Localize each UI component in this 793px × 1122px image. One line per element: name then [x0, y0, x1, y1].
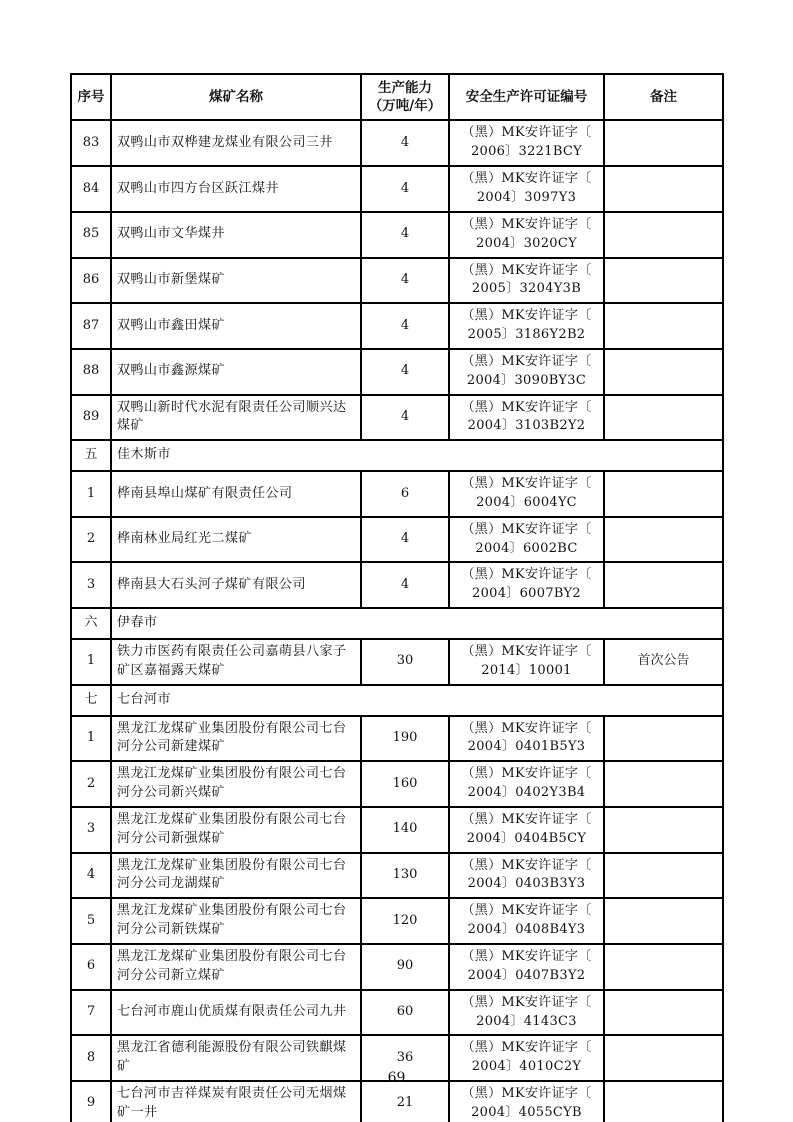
cell-remark	[604, 258, 723, 304]
license-line1: （黑）MK安许证字〔	[461, 521, 592, 537]
cell-remark	[604, 120, 723, 166]
license-line2: 2004〕3097Y3	[476, 189, 577, 205]
cell-serial: 9	[71, 1081, 111, 1122]
coal-mine-table	[70, 73, 724, 1122]
license-line2: 2005〕3186Y2B2	[467, 327, 586, 343]
cell-license	[449, 517, 604, 563]
license-line1: （黑）MK安许证字〔	[461, 903, 592, 919]
cell-license	[449, 807, 604, 853]
cell-license	[449, 212, 604, 258]
cell-capacity: 4	[361, 303, 449, 349]
table-row	[71, 349, 723, 395]
license-line2: 2004〕4143C3	[476, 1013, 577, 1029]
page-number: 69	[387, 1070, 406, 1086]
cell-serial: 89	[71, 395, 111, 441]
table-row	[71, 258, 723, 304]
cell-capacity: 190	[361, 716, 449, 762]
table-row	[71, 303, 723, 349]
cell-section-index: 五	[71, 440, 111, 471]
cell-license	[449, 639, 604, 685]
cell-capacity: 21	[361, 1081, 449, 1122]
cell-remark: 首次公告	[604, 639, 723, 685]
cell-capacity: 90	[361, 944, 449, 990]
table-row	[71, 853, 723, 899]
cell-license	[449, 562, 604, 608]
cell-mine-name: 桦南县大石头河子煤矿有限公司	[111, 562, 361, 608]
cell-mine-name: 双鸭山新时代水泥有限责任公司顺兴达煤矿	[111, 395, 361, 441]
license-line2: 2004〕3103B2Y2	[467, 418, 586, 434]
cell-serial: 83	[71, 120, 111, 166]
column-header-mine-name: 煤矿名称	[111, 74, 361, 120]
cell-license	[449, 944, 604, 990]
license-line1: （黑）MK安许证字〔	[461, 811, 592, 827]
license-line2: 2004〕6002BC	[475, 540, 578, 556]
section-row	[71, 685, 723, 716]
table-row	[71, 395, 723, 441]
license-line1: （黑）MK安许证字〔	[461, 353, 592, 369]
table-row	[71, 716, 723, 762]
table-row	[71, 807, 723, 853]
cell-remark	[604, 853, 723, 899]
cell-mine-name: 黑龙江省德利能源股份有限公司铁麒煤矿	[111, 1035, 361, 1081]
cell-serial: 7	[71, 990, 111, 1036]
cell-license	[449, 349, 604, 395]
cell-capacity: 130	[361, 853, 449, 899]
cell-capacity: 60	[361, 990, 449, 1036]
cell-capacity: 140	[361, 807, 449, 853]
table-row	[71, 944, 723, 990]
cell-mine-name: 黑龙江龙煤矿业集团股份有限公司七台河分公司龙湖煤矿	[111, 853, 361, 899]
cell-serial: 2	[71, 761, 111, 807]
cell-capacity: 4	[361, 395, 449, 441]
table-row	[71, 990, 723, 1036]
cell-mine-name: 黑龙江龙煤矿业集团股份有限公司七台河分公司新建煤矿	[111, 716, 361, 762]
cell-serial: 3	[71, 562, 111, 608]
cell-serial: 1	[71, 639, 111, 685]
cell-section-name: 佳木斯市	[111, 440, 723, 471]
cell-mine-name: 双鸭山市新堡煤矿	[111, 258, 361, 304]
license-line1: （黑）MK安许证字〔	[461, 308, 592, 324]
cell-capacity: 4	[361, 166, 449, 212]
cell-capacity: 36	[361, 1035, 449, 1081]
cell-license	[449, 395, 604, 441]
table-row	[71, 1081, 723, 1122]
cell-serial: 1	[71, 471, 111, 517]
cell-remark	[604, 303, 723, 349]
cell-remark	[604, 1081, 723, 1122]
table-row	[71, 120, 723, 166]
license-line1: （黑）MK安许证字〔	[461, 399, 592, 415]
column-header-remark: 备注	[604, 74, 723, 120]
cell-serial: 85	[71, 212, 111, 258]
cell-capacity: 4	[361, 120, 449, 166]
cell-mine-name: 桦南林业局红光二煤矿	[111, 517, 361, 563]
cell-mine-name: 双鸭山市双桦建龙煤业有限公司三井	[111, 120, 361, 166]
table-row	[71, 898, 723, 944]
cell-license	[449, 898, 604, 944]
cell-section-name: 伊春市	[111, 608, 723, 639]
license-line1: （黑）MK安许证字〔	[461, 644, 592, 659]
license-line2: 2004〕4055CYB	[471, 1104, 582, 1120]
cell-capacity: 4	[361, 212, 449, 258]
cell-mine-name: 双鸭山市文华煤井	[111, 212, 361, 258]
license-line1: （黑）MK安许证字〔	[461, 1086, 592, 1102]
license-line2: 2004〕3020CY	[476, 235, 577, 251]
table-body	[71, 120, 723, 1122]
cell-remark	[604, 898, 723, 944]
license-line1: （黑）MK安许证字〔	[461, 1040, 592, 1056]
cell-license	[449, 761, 604, 807]
table-row	[71, 761, 723, 807]
license-line1: （黑）MK安许证字〔	[461, 476, 592, 492]
table-row	[71, 562, 723, 608]
license-line2: 2004〕0401B5Y3	[467, 739, 586, 755]
cell-remark	[604, 166, 723, 212]
cell-section-name: 七台河市	[111, 685, 723, 716]
cell-license	[449, 990, 604, 1036]
cell-capacity: 120	[361, 898, 449, 944]
cell-serial: 8	[71, 1035, 111, 1081]
license-line1: （黑）MK安许证字〔	[461, 857, 592, 873]
column-header-capacity-line2: （万吨/年）	[368, 98, 442, 115]
cell-remark	[604, 716, 723, 762]
cell-license	[449, 471, 604, 517]
license-line2: 2004〕0408B4Y3	[467, 922, 586, 938]
cell-mine-name: 双鸭山市鑫源煤矿	[111, 349, 361, 395]
cell-capacity: 4	[361, 258, 449, 304]
license-line1: （黑）MK安许证字〔	[461, 720, 592, 736]
license-line1: （黑）MK安许证字〔	[461, 948, 592, 964]
cell-capacity: 160	[361, 761, 449, 807]
column-header-capacity	[361, 74, 449, 120]
cell-mine-name: 七台河市鹿山优质煤有限责任公司九井	[111, 990, 361, 1036]
cell-license	[449, 716, 604, 762]
column-header-serial: 序号	[71, 74, 111, 120]
cell-remark	[604, 944, 723, 990]
cell-mine-name: 黑龙江龙煤矿业集团股份有限公司七台河分公司新铁煤矿	[111, 898, 361, 944]
cell-serial: 84	[71, 166, 111, 212]
license-line2: 2004〕6007BY2	[472, 586, 581, 602]
cell-mine-name: 黑龙江龙煤矿业集团股份有限公司七台河分公司新兴煤矿	[111, 761, 361, 807]
cell-mine-name: 双鸭山市鑫田煤矿	[111, 303, 361, 349]
table-row	[71, 517, 723, 563]
cell-license	[449, 853, 604, 899]
license-line2: 2004〕0404B5CY	[466, 830, 587, 846]
license-line2: 2004〕0407B3Y2	[467, 967, 586, 983]
table-row	[71, 212, 723, 258]
cell-serial: 87	[71, 303, 111, 349]
cell-remark	[604, 990, 723, 1036]
cell-mine-name: 桦南县埠山煤矿有限责任公司	[111, 471, 361, 517]
cell-license	[449, 303, 604, 349]
cell-remark	[604, 761, 723, 807]
table-row	[71, 639, 723, 685]
cell-serial: 5	[71, 898, 111, 944]
table-row	[71, 471, 723, 517]
cell-remark	[604, 349, 723, 395]
cell-mine-name: 铁力市医药有限责任公司嘉萌县八家子矿区嘉福露天煤矿	[111, 639, 361, 685]
cell-capacity: 4	[361, 517, 449, 563]
cell-remark	[604, 807, 723, 853]
cell-remark	[604, 395, 723, 441]
cell-serial: 6	[71, 944, 111, 990]
column-header-capacity-line1: 生产能力	[378, 80, 432, 96]
cell-serial: 3	[71, 807, 111, 853]
cell-license	[449, 120, 604, 166]
cell-capacity: 4	[361, 562, 449, 608]
license-line2: 2004〕3090BY3C	[466, 372, 587, 388]
cell-capacity: 6	[361, 471, 449, 517]
cell-license	[449, 166, 604, 212]
cell-remark	[604, 562, 723, 608]
cell-section-index: 七	[71, 685, 111, 716]
license-line1: （黑）MK安许证字〔	[461, 994, 592, 1010]
license-line1: （黑）MK安许证字〔	[461, 262, 592, 278]
cell-serial: 1	[71, 716, 111, 762]
license-line2: 2005〕3204Y3B	[471, 281, 582, 297]
cell-serial: 2	[71, 517, 111, 563]
cell-serial: 88	[71, 349, 111, 395]
license-line2: 2004〕6004YC	[476, 494, 577, 510]
license-line2: 2004〕4010C2Y	[471, 1059, 582, 1075]
cell-capacity: 30	[361, 639, 449, 685]
license-line1: （黑）MK安许证字〔	[461, 567, 592, 583]
license-line2: 2006〕3221BCY	[470, 144, 583, 160]
cell-mine-name: 双鸭山市四方台区跃江煤井	[111, 166, 361, 212]
license-line2: 2014〕10001	[481, 662, 572, 678]
cell-remark	[604, 471, 723, 517]
license-line2: 2004〕0403B3Y3	[467, 876, 586, 892]
cell-serial: 86	[71, 258, 111, 304]
cell-section-index: 六	[71, 608, 111, 639]
cell-mine-name: 黑龙江龙煤矿业集团股份有限公司七台河分公司新强煤矿	[111, 807, 361, 853]
cell-capacity: 4	[361, 349, 449, 395]
license-line1: （黑）MK安许证字〔	[461, 766, 592, 782]
license-line1: （黑）MK安许证字〔	[461, 125, 592, 141]
cell-mine-name: 黑龙江龙煤矿业集团股份有限公司七台河分公司新立煤矿	[111, 944, 361, 990]
table-row	[71, 166, 723, 212]
license-line2: 2004〕0402Y3B4	[467, 785, 586, 801]
header-row	[71, 74, 723, 120]
cell-license	[449, 1081, 604, 1122]
cell-remark	[604, 212, 723, 258]
license-line1: （黑）MK安许证字〔	[461, 171, 592, 187]
section-row	[71, 440, 723, 471]
cell-license	[449, 258, 604, 304]
column-header-license: 安全生产许可证编号	[449, 74, 604, 120]
cell-mine-name: 七台河市吉祥煤炭有限责任公司无烟煤矿一井	[111, 1081, 361, 1122]
cell-remark	[604, 517, 723, 563]
section-row	[71, 608, 723, 639]
cell-serial: 4	[71, 853, 111, 899]
license-line1: （黑）MK安许证字〔	[461, 216, 592, 232]
